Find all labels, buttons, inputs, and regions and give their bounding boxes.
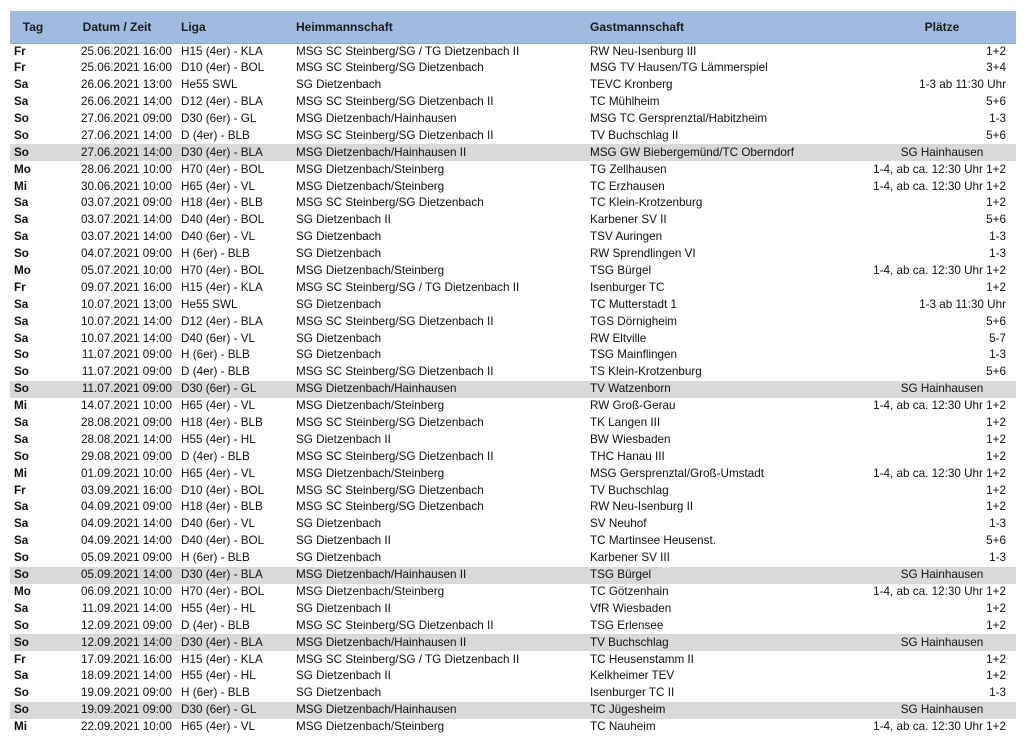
cell-plaetze: SG Hainhausen <box>868 567 1016 584</box>
cell-liga: D10 (4er) - BOL <box>181 61 265 75</box>
cell-guest: VfR Wiesbaden <box>590 601 672 615</box>
cell-liga: H65 (4er) - VL <box>181 720 256 734</box>
table-row <box>10 617 1016 634</box>
table-row <box>10 263 1016 280</box>
column-header-plaetze: Plätze <box>868 11 1016 43</box>
cell-plaetze: 1-3 <box>989 230 1006 244</box>
cell-tag: So <box>14 551 29 565</box>
cell-date: 03.07.2021 14:00 <box>81 213 172 227</box>
cell-tag: So <box>14 247 29 261</box>
cell-liga: D (4er) - BLB <box>181 365 250 379</box>
cell-liga: D (4er) - BLB <box>181 128 250 142</box>
cell-liga: H (6er) - BLB <box>181 348 250 362</box>
cell-date: 03.09.2021 16:00 <box>81 483 172 497</box>
cell-home: SG Dietzenbach <box>296 348 382 362</box>
cell-liga: H55 (4er) - HL <box>181 669 256 683</box>
cell-home: MSG Dietzenbach/Steinberg <box>296 162 445 176</box>
table-row <box>10 651 1016 668</box>
cell-guest: Karbener SV III <box>590 551 670 565</box>
cell-date: 12.09.2021 09:00 <box>81 618 172 632</box>
cell-date: 06.09.2021 10:00 <box>81 584 172 598</box>
cell-plaetze: 5+6 <box>986 95 1006 109</box>
table-row <box>10 127 1016 144</box>
cell-tag: Sa <box>14 534 29 548</box>
cell-guest: TC Jügesheim <box>590 702 868 719</box>
cell-tag: Sa <box>14 601 29 615</box>
cell-tag: Mo <box>14 264 31 278</box>
cell-liga: H (6er) - BLB <box>181 551 250 565</box>
cell-home: MSG Dietzenbach/Steinberg <box>296 584 445 598</box>
cell-plaetze: 1-4, ab ca. 12:30 Uhr 1+2 <box>873 466 1006 480</box>
cell-tag: Mo <box>14 584 31 598</box>
table-row <box>10 161 1016 178</box>
cell-home: SG Dietzenbach II <box>296 601 391 615</box>
cell-tag: So <box>14 348 29 362</box>
table-row <box>10 364 1016 381</box>
cell-date: 10.07.2021 14:00 <box>81 331 172 345</box>
cell-guest: TSG Bürgel <box>590 264 652 278</box>
cell-plaetze: 1-4, ab ca. 12:30 Uhr 1+2 <box>873 399 1006 413</box>
cell-plaetze: 1-4, ab ca. 12:30 Uhr 1+2 <box>873 584 1006 598</box>
cell-plaetze: 1+2 <box>986 196 1006 210</box>
cell-home: MSG SC Steinberg/SG Dietzenbach <box>296 483 484 497</box>
cell-date: 05.07.2021 10:00 <box>81 264 172 278</box>
cell-date: 27.06.2021 09:00 <box>81 112 172 125</box>
cell-tag: Mi <box>14 179 27 193</box>
cell-guest: Isenburger TC <box>590 280 665 294</box>
cell-tag: Sa <box>14 95 29 109</box>
cell-date: 05.09.2021 09:00 <box>81 551 172 565</box>
cell-plaetze: 1+2 <box>986 483 1006 497</box>
cell-plaetze: 5-7 <box>989 331 1006 345</box>
cell-date: 11.07.2021 09:00 <box>56 381 178 398</box>
cell-home: MSG SC Steinberg/SG Dietzenbach <box>296 196 484 210</box>
cell-plaetze: 1-3 <box>989 686 1006 700</box>
cell-plaetze: 1-3 ab 11:30 Uhr <box>919 78 1006 92</box>
column-header-tag: Tag <box>10 11 56 43</box>
cell-home: MSG SC Steinberg/SG Dietzenbach <box>296 500 484 514</box>
cell-tag: Mi <box>14 466 27 480</box>
cell-guest: TV Watzenborn <box>590 381 868 398</box>
cell-guest: SV Neuhof <box>590 517 647 531</box>
cell-guest: TC Mutterstadt 1 <box>590 297 678 311</box>
table-row <box>10 178 1016 195</box>
cell-date: 18.09.2021 14:00 <box>81 669 172 683</box>
table-row <box>10 296 1016 313</box>
cell-liga: H70 (4er) - BOL <box>181 584 265 598</box>
cell-tag: Sa <box>14 416 29 430</box>
table-row <box>10 111 1016 128</box>
table-row <box>10 550 1016 567</box>
cell-date: 29.08.2021 09:00 <box>81 449 172 463</box>
table-row <box>10 246 1016 263</box>
cell-liga: D10 (4er) - BOL <box>181 483 265 497</box>
cell-date: 03.07.2021 14:00 <box>81 230 172 244</box>
cell-liga: D30 (6er) - GL <box>178 381 296 398</box>
cell-guest: TGS Dörnigheim <box>590 314 678 328</box>
cell-date: 25.06.2021 16:00 <box>81 61 172 75</box>
table-row <box>10 347 1016 364</box>
cell-home: MSG Dietzenbach/Steinberg <box>296 179 445 193</box>
cell-plaetze: 1-3 <box>989 112 1006 125</box>
cell-plaetze: 1-3 <box>989 517 1006 531</box>
cell-home: MSG Dietzenbach/Steinberg <box>296 264 445 278</box>
cell-tag: So <box>14 128 29 142</box>
cell-tag: So <box>10 634 56 651</box>
cell-tag: Sa <box>14 213 29 227</box>
table-row-highlighted <box>10 567 1016 584</box>
cell-home: SG Dietzenbach II <box>296 534 391 548</box>
table-row <box>10 431 1016 448</box>
cell-tag: So <box>10 567 56 584</box>
table-row <box>10 668 1016 685</box>
cell-home: SG Dietzenbach II <box>296 432 391 446</box>
cell-home: MSG SC Steinberg/SG Dietzenbach II <box>296 128 494 142</box>
cell-tag: Sa <box>14 432 29 446</box>
cell-home: SG Dietzenbach <box>296 331 382 345</box>
table-row <box>10 516 1016 533</box>
cell-tag: Sa <box>14 331 29 345</box>
cell-home: MSG SC Steinberg/SG Dietzenbach <box>296 416 484 430</box>
cell-date: 26.06.2021 13:00 <box>81 78 172 92</box>
cell-home: MSG SC Steinberg/SG / TG Dietzenbach II <box>296 652 520 666</box>
cell-liga: H70 (4er) - BOL <box>181 264 265 278</box>
table-row <box>10 533 1016 550</box>
cell-tag: Fr <box>14 483 26 497</box>
cell-tag: Sa <box>14 196 29 210</box>
table-header <box>10 11 1016 43</box>
cell-date: 05.09.2021 14:00 <box>56 567 178 584</box>
cell-guest: TG Zellhausen <box>590 162 667 176</box>
cell-guest: TC Erzhausen <box>590 179 665 193</box>
cell-tag: So <box>14 686 29 700</box>
schedule-sheet <box>10 11 1016 736</box>
cell-guest: TV Buchschlag <box>590 483 669 497</box>
cell-guest: MSG Gersprenztal/Groß-Umstadt <box>590 466 765 480</box>
cell-date: 10.07.2021 14:00 <box>81 314 172 328</box>
cell-guest: RW Groß-Gerau <box>590 399 676 413</box>
cell-liga: D30 (4er) - BLA <box>178 634 296 651</box>
cell-home: SG Dietzenbach <box>296 78 382 92</box>
cell-liga: D40 (6er) - VL <box>181 331 256 345</box>
cell-plaetze: 1-4, ab ca. 12:30 Uhr 1+2 <box>873 264 1006 278</box>
table-row <box>10 330 1016 347</box>
cell-tag: Fr <box>14 44 26 58</box>
cell-date: 28.08.2021 09:00 <box>81 416 172 430</box>
cell-date: 14.07.2021 10:00 <box>81 399 172 413</box>
cell-liga: H18 (4er) - BLB <box>181 500 263 514</box>
cell-guest: TSG Erlensee <box>590 618 664 632</box>
cell-plaetze: 1+2 <box>986 652 1006 666</box>
table-row <box>10 279 1016 296</box>
table-row <box>10 719 1016 736</box>
table-row <box>10 448 1016 465</box>
cell-guest: RW Eltville <box>590 331 647 345</box>
cell-home: MSG Dietzenbach/Steinberg <box>296 399 445 413</box>
schedule-table <box>10 11 1016 736</box>
cell-guest: TV Buchschlag II <box>590 128 679 142</box>
cell-date: 01.09.2021 10:00 <box>81 466 172 480</box>
cell-plaetze: SG Hainhausen <box>868 144 1016 161</box>
cell-tag: Sa <box>14 78 29 92</box>
cell-home: MSG SC Steinberg/SG Dietzenbach II <box>296 365 494 379</box>
cell-tag: So <box>10 144 56 161</box>
table-body <box>10 43 1016 736</box>
cell-date: 28.06.2021 10:00 <box>81 162 172 176</box>
cell-plaetze: 1+2 <box>986 432 1006 446</box>
cell-plaetze: 1+2 <box>986 601 1006 615</box>
cell-plaetze: 5+6 <box>986 128 1006 142</box>
cell-tag: Sa <box>14 230 29 244</box>
table-row <box>10 584 1016 601</box>
cell-liga: He55 SWL <box>181 78 238 92</box>
cell-liga: H55 (4er) - HL <box>181 432 256 446</box>
cell-plaetze: 1+2 <box>986 416 1006 430</box>
cell-guest: MSG TC Gersprenztal/Habitzheim <box>590 112 768 125</box>
cell-liga: H18 (4er) - BLB <box>181 196 263 210</box>
table-row <box>10 212 1016 229</box>
cell-liga: H65 (4er) - VL <box>181 179 256 193</box>
table-row <box>10 482 1016 499</box>
cell-tag: So <box>14 618 29 632</box>
cell-guest: Kelkheimer TEV <box>590 669 675 683</box>
table-row <box>10 415 1016 432</box>
cell-tag: Mi <box>14 399 27 413</box>
cell-guest: RW Neu-Isenburg II <box>590 500 694 514</box>
cell-date: 17.09.2021 16:00 <box>81 652 172 666</box>
cell-home: SG Dietzenbach <box>296 230 382 244</box>
table-row <box>10 229 1016 246</box>
cell-liga: H15 (4er) - KLA <box>181 652 263 666</box>
header-row <box>10 11 1016 43</box>
cell-plaetze: 1-4, ab ca. 12:30 Uhr 1+2 <box>873 179 1006 193</box>
cell-home: SG Dietzenbach <box>296 686 382 700</box>
cell-tag: Sa <box>14 517 29 531</box>
table-row-highlighted <box>10 144 1016 161</box>
cell-liga: H70 (4er) - BOL <box>181 162 265 176</box>
cell-home: SG Dietzenbach <box>296 247 382 261</box>
column-header-guest: Gastmannschaft <box>590 11 868 43</box>
cell-date: 26.06.2021 14:00 <box>81 95 172 109</box>
cell-guest: TC Nauheim <box>590 720 656 734</box>
cell-tag: Sa <box>14 314 29 328</box>
cell-date: 11.07.2021 09:00 <box>81 365 172 379</box>
cell-date: 22.09.2021 10:00 <box>81 720 172 734</box>
cell-home: MSG SC Steinberg/SG / TG Dietzenbach II <box>296 44 520 58</box>
cell-liga: He55 SWL <box>181 297 238 311</box>
cell-plaetze: 1-4, ab ca. 12:30 Uhr 1+2 <box>873 720 1006 734</box>
cell-home: MSG Dietzenbach/Hainhausen II <box>296 634 590 651</box>
table-row <box>10 60 1016 77</box>
cell-tag: Fr <box>14 280 26 294</box>
cell-guest: TK Langen III <box>590 416 661 430</box>
cell-date: 11.07.2021 09:00 <box>81 348 172 362</box>
table-row <box>10 94 1016 111</box>
cell-date: 12.09.2021 14:00 <box>56 634 178 651</box>
cell-liga: D40 (6er) - VL <box>181 230 256 244</box>
cell-plaetze: 3+4 <box>986 61 1006 75</box>
cell-guest: TSG Bürgel <box>590 567 868 584</box>
cell-tag: So <box>10 702 56 719</box>
cell-guest: RW Sprendlingen VI <box>590 247 696 261</box>
table-row-highlighted <box>10 702 1016 719</box>
cell-tag: So <box>10 381 56 398</box>
cell-date: 04.07.2021 09:00 <box>81 247 172 261</box>
table-row <box>10 465 1016 482</box>
cell-guest: BW Wiesbaden <box>590 432 671 446</box>
cell-date: 30.06.2021 10:00 <box>81 179 172 193</box>
cell-guest: Isenburger TC II <box>590 686 675 700</box>
cell-plaetze: 1+2 <box>986 449 1006 463</box>
cell-date: 19.09.2021 09:00 <box>81 686 172 700</box>
cell-liga: D12 (4er) - BLA <box>181 95 263 109</box>
cell-plaetze: 1-3 <box>989 247 1006 261</box>
cell-date: 09.07.2021 16:00 <box>81 280 172 294</box>
cell-liga: H15 (4er) - KLA <box>181 44 263 58</box>
cell-home: MSG Dietzenbach/Hainhausen II <box>296 144 590 161</box>
cell-liga: D30 (4er) - BLA <box>178 567 296 584</box>
cell-liga: D30 (6er) - GL <box>181 112 257 125</box>
cell-date: 04.09.2021 14:00 <box>81 517 172 531</box>
cell-home: MSG Dietzenbach/Hainhausen <box>296 381 590 398</box>
cell-liga: D (4er) - BLB <box>181 618 250 632</box>
cell-guest: TC Mühlheim <box>590 95 660 109</box>
cell-date: 27.06.2021 14:00 <box>56 144 178 161</box>
cell-plaetze: 1+2 <box>986 669 1006 683</box>
cell-plaetze: 1+2 <box>986 618 1006 632</box>
cell-guest: TC Martinsee Heusenst. <box>590 534 717 548</box>
cell-home: SG Dietzenbach II <box>296 669 391 683</box>
cell-guest: TC Klein-Krotzenburg <box>590 196 703 210</box>
table-row <box>10 398 1016 415</box>
table-row <box>10 43 1016 60</box>
cell-tag: Sa <box>14 297 29 311</box>
cell-tag: Sa <box>14 669 29 683</box>
cell-date: 03.07.2021 09:00 <box>81 196 172 210</box>
cell-guest: TSG Mainflingen <box>590 348 678 362</box>
cell-home: MSG SC Steinberg/SG Dietzenbach II <box>296 618 494 632</box>
cell-home: MSG SC Steinberg/SG / TG Dietzenbach II <box>296 280 520 294</box>
cell-liga: H55 (4er) - HL <box>181 601 256 615</box>
cell-guest: THC Hanau III <box>590 449 665 463</box>
table-row <box>10 313 1016 330</box>
cell-tag: Mi <box>14 720 27 734</box>
cell-home: SG Dietzenbach <box>296 297 382 311</box>
cell-plaetze: 5+6 <box>986 365 1006 379</box>
cell-date: 19.09.2021 09:00 <box>56 702 178 719</box>
column-header-home: Heimmannschaft <box>296 11 590 43</box>
cell-home: MSG SC Steinberg/SG Dietzenbach II <box>296 449 494 463</box>
table-row <box>10 77 1016 94</box>
column-header-date: Datum / Zeit <box>56 11 178 43</box>
cell-liga: D40 (4er) - BOL <box>181 213 265 227</box>
cell-date: 28.08.2021 14:00 <box>81 432 172 446</box>
cell-tag: So <box>14 365 29 379</box>
cell-liga: D30 (6er) - GL <box>178 702 296 719</box>
table-row-highlighted <box>10 381 1016 398</box>
cell-guest: MSG GW Biebergemünd/TC Oberndorf <box>590 144 868 161</box>
cell-plaetze: 1-4, ab ca. 12:30 Uhr 1+2 <box>873 162 1006 176</box>
table-row <box>10 600 1016 617</box>
cell-guest: TV Buchschlag <box>590 634 868 651</box>
cell-home: SG Dietzenbach II <box>296 213 391 227</box>
cell-liga: D40 (6er) - VL <box>181 517 256 531</box>
cell-home: MSG SC Steinberg/SG Dietzenbach II <box>296 314 494 328</box>
table-row <box>10 195 1016 212</box>
cell-plaetze: 1-3 <box>989 348 1006 362</box>
cell-home: MSG Dietzenbach/Steinberg <box>296 720 445 734</box>
cell-home: MSG Dietzenbach/Hainhausen <box>296 112 457 125</box>
cell-plaetze: 5+6 <box>986 534 1006 548</box>
cell-guest: TC Götzenhain <box>590 584 669 598</box>
cell-guest: TS Klein-Krotzenburg <box>590 365 702 379</box>
cell-tag: Fr <box>14 61 26 75</box>
cell-guest: TEVC Kronberg <box>590 78 673 92</box>
cell-liga: D40 (4er) - BOL <box>181 534 265 548</box>
cell-home: SG Dietzenbach <box>296 517 382 531</box>
cell-guest: Karbener SV II <box>590 213 667 227</box>
cell-liga: D30 (4er) - BLA <box>178 144 296 161</box>
cell-liga: H15 (4er) - KLA <box>181 280 263 294</box>
cell-guest: TSV Auringen <box>590 230 663 244</box>
cell-plaetze: SG Hainhausen <box>868 381 1016 398</box>
cell-date: 04.09.2021 14:00 <box>81 534 172 548</box>
cell-guest: RW Neu-Isenburg III <box>590 44 697 58</box>
cell-liga: H65 (4er) - VL <box>181 399 256 413</box>
cell-plaetze: 5+6 <box>986 314 1006 328</box>
cell-plaetze: 1-3 <box>989 551 1006 565</box>
cell-date: 25.06.2021 16:00 <box>81 44 172 58</box>
cell-liga: H (6er) - BLB <box>181 686 250 700</box>
cell-date: 04.09.2021 09:00 <box>81 500 172 514</box>
cell-liga: D (4er) - BLB <box>181 449 250 463</box>
column-header-liga: Liga <box>178 11 296 43</box>
cell-liga: D12 (4er) - BLA <box>181 314 263 328</box>
cell-home: MSG SC Steinberg/SG Dietzenbach II <box>296 95 494 109</box>
cell-guest: TC Heusenstamm II <box>590 652 694 666</box>
cell-tag: Sa <box>14 500 29 514</box>
cell-liga: H18 (4er) - BLB <box>181 416 263 430</box>
cell-home: MSG Dietzenbach/Hainhausen II <box>296 567 590 584</box>
cell-plaetze: 1+2 <box>986 280 1006 294</box>
cell-guest: MSG TV Hausen/TG Lämmerspiel <box>590 61 768 75</box>
cell-liga: H (6er) - BLB <box>181 247 250 261</box>
cell-home: MSG Dietzenbach/Steinberg <box>296 466 445 480</box>
table-row <box>10 685 1016 702</box>
cell-date: 11.09.2021 14:00 <box>81 601 172 615</box>
cell-tag: So <box>14 112 29 125</box>
cell-plaetze: 1-3 ab 11:30 Uhr <box>919 297 1006 311</box>
cell-tag: Mo <box>14 162 31 176</box>
table-row <box>10 499 1016 516</box>
cell-tag: Fr <box>14 652 26 666</box>
cell-home: MSG Dietzenbach/Hainhausen <box>296 702 590 719</box>
cell-plaetze: SG Hainhausen <box>868 634 1016 651</box>
cell-date: 10.07.2021 13:00 <box>81 297 172 311</box>
table-row-highlighted <box>10 634 1016 651</box>
cell-home: SG Dietzenbach <box>296 551 382 565</box>
cell-date: 27.06.2021 14:00 <box>81 128 172 142</box>
cell-plaetze: 5+6 <box>986 213 1006 227</box>
cell-plaetze: 1+2 <box>986 44 1006 58</box>
cell-liga: H65 (4er) - VL <box>181 466 256 480</box>
cell-plaetze: 1+2 <box>986 500 1006 514</box>
cell-tag: So <box>14 449 29 463</box>
cell-home: MSG SC Steinberg/SG Dietzenbach <box>296 61 484 75</box>
cell-plaetze: SG Hainhausen <box>868 702 1016 719</box>
